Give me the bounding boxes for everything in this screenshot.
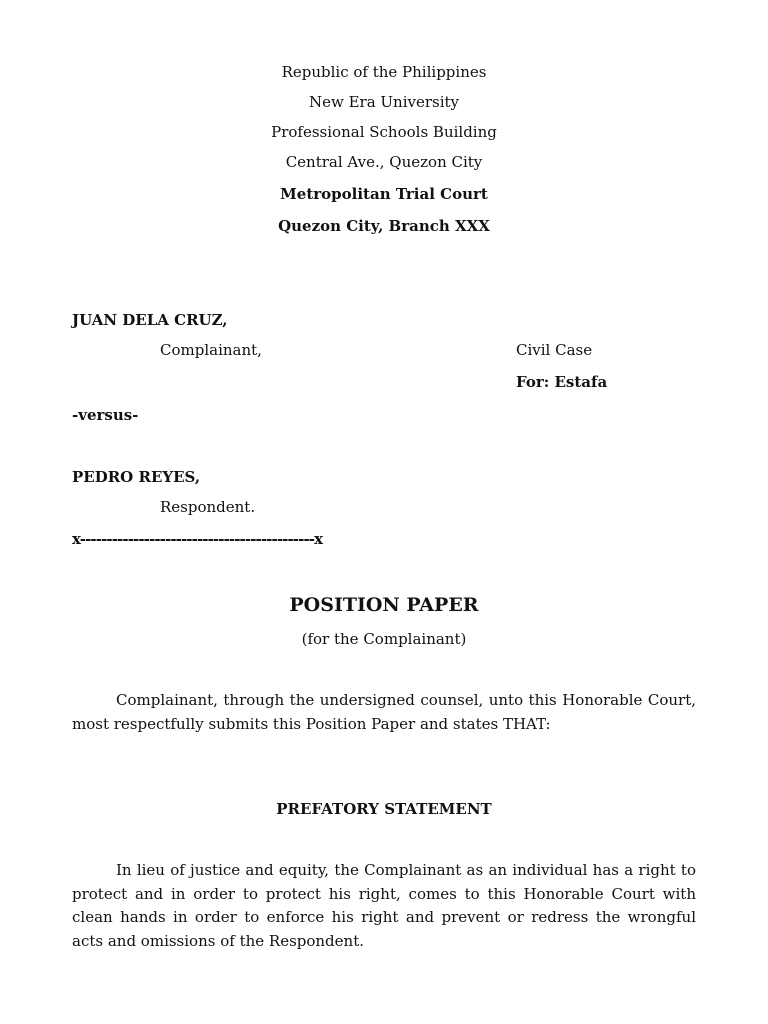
intro-paragraph: Complainant, through the undersigned counsel, unto this Honorable Court, most respectfully submits this Position Paper and states THAT:: [72, 691, 696, 733]
respondent-role: Respondent.: [160, 498, 256, 516]
caption-separator: x--------------------------------------------x: [72, 530, 323, 548]
header-address: Central Ave., Quezon City: [285, 153, 483, 171]
header-university: New Era University: [308, 93, 460, 111]
case-type: Civil Case: [516, 341, 593, 359]
versus-label: -versus-: [72, 406, 139, 424]
section-heading: PREFATORY STATEMENT: [276, 800, 492, 818]
header-republic: Republic of the Philippines: [281, 63, 487, 81]
complainant-name: JUAN DELA CRUZ,: [72, 311, 228, 329]
court-name: Metropolitan Trial Court: [280, 185, 488, 203]
case-nature: For: Estafa: [516, 373, 608, 391]
document-subtitle: (for the Complainant): [301, 630, 467, 648]
document-title: POSITION PAPER: [289, 594, 479, 616]
prefatory-paragraph: In lieu of justice and equity, the Complainant as an individual has a right to protect and in order to protect his right, comes to this Honorable Court with clean hands in order to enforce his right and prevent or redress the wrongful acts and omissions of the Respondent.: [72, 861, 696, 950]
respondent-name: PEDRO REYES,: [72, 468, 201, 486]
court-branch: Quezon City, Branch XXX: [278, 217, 490, 235]
header-building: Professional Schools Building: [271, 123, 497, 141]
complainant-role: Complainant,: [160, 341, 262, 359]
